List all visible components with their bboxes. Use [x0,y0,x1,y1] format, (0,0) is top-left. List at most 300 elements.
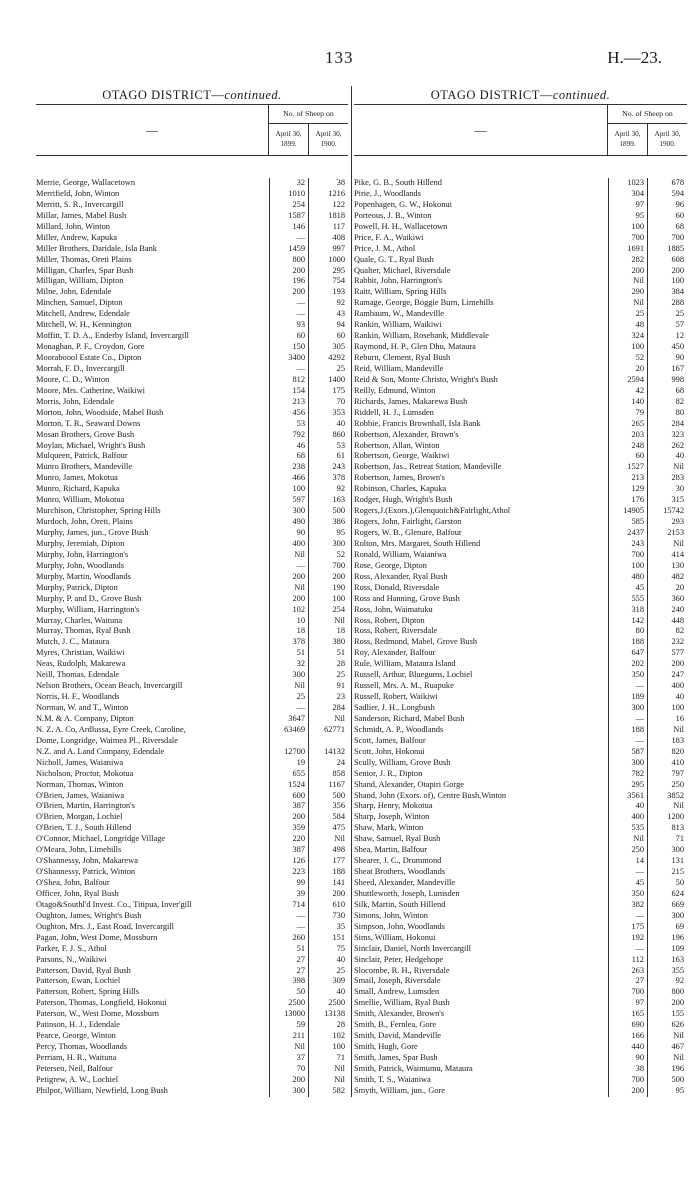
table-row [36,1020,348,1031]
owner-name: Robbie, Francis Brownhall, Isla Bank [354,418,481,428]
sheep-1899: 99 [269,878,308,889]
owner-name: Rabbit, John, Harrington's [354,276,443,286]
sheep-1899: 38 [608,1064,647,1075]
owner-name: Paterson, Thomas, Longfield, Hokonui [36,998,167,1008]
owner-name: Roy, Alexander, Balfour [354,648,436,658]
table-row [36,266,348,277]
sheep-1900: 283 [647,473,687,484]
owner-name: Morton, John, Woodside, Mabel Bush [36,407,164,417]
sheep-1900: 193 [308,287,348,298]
sheep-1899: 102 [269,605,308,616]
owner-name: Scott, James, Balfour [354,735,426,745]
owner-name: Ross, John, Waimatuku [354,604,433,614]
sheep-1899: 714 [269,900,308,911]
sheep-1899: 189 [608,692,647,703]
owner-name: Murray, Thomas, Ryal Bush [36,626,131,636]
sheep-1900: 190 [308,583,348,594]
owner-name: Reilly, Edmund, Winton [354,385,436,395]
table-row [354,758,687,769]
sheep-1900: 3852 [647,791,687,802]
table-row [354,331,687,342]
sheep-1900: 100 [647,703,687,714]
table-row [36,626,348,637]
table-row [354,320,687,331]
sheep-1900: 57 [647,320,687,331]
sheep-1899: 800 [269,255,308,266]
sheep-1899: 440 [608,1042,647,1053]
sheep-1899: 220 [269,834,308,845]
sheep-1900: Nil [647,462,687,473]
sheep-1899: 27 [269,955,308,966]
table-row [36,878,348,889]
table-row [36,561,348,572]
owner-name: Mitchell, W. H., Kennington [36,320,132,330]
sheep-1899: 300 [608,758,647,769]
sheep-1899: 223 [269,867,308,878]
sheep-1900: 151 [308,933,348,944]
sheep-1899: 97 [608,200,647,211]
sheep-1900: 35 [308,922,348,933]
sheep-1900: 295 [308,266,348,277]
table-row [36,670,348,681]
owner-name: Moffitt, T. D. A., Enderby Island, Invercargill [36,331,189,341]
sheep-1900: 1885 [647,244,687,255]
table-row [36,517,348,528]
owner-name: Millard, John, Winton [36,221,110,231]
sheep-1899: 1010 [269,189,308,200]
sheep-1899: 200 [269,266,308,277]
sheep-1899: 188 [608,637,647,648]
table-row [354,594,687,605]
sheep-1900: 608 [647,255,687,266]
sheep-1899: 535 [608,823,647,834]
sheep-1899: 196 [269,276,308,287]
table-row [354,430,687,441]
table-row [36,342,348,353]
table-row [354,692,687,703]
owner-name: Sheat Brothers, Woodlands [354,867,446,877]
table-row [354,1086,687,1097]
sheep-1899: 25 [608,309,647,320]
owner-name: Sharp, Joseph, Winton [354,812,430,822]
table-row [36,900,348,911]
owner-name: Murdoch, John, Oreti, Plains [36,517,133,527]
table-row [36,1053,348,1064]
sheep-1900: 797 [647,769,687,780]
sheep-1900: 175 [308,386,348,397]
sheep-1899: 3400 [269,353,308,364]
table-row [354,419,687,430]
sheep-1900: 60 [308,331,348,342]
sheep-1899: 359 [269,823,308,834]
owner-name: Porteous, J. B., Winton [354,210,432,220]
owner-name: Nicholl, James, Waianiwa [36,757,124,767]
owner-name: Sims, William, Hokonui [354,932,436,942]
sheep-1900: 408 [308,233,348,244]
sheep-1900: 247 [647,670,687,681]
table-row [36,736,348,747]
owner-name: Murphy, James, jun., Grove Bush [36,528,149,537]
table-row [36,222,348,233]
owner-name: Pirie, J., Woodlands [354,188,421,198]
owner-name: Russell, Robert, Waikiwi [354,692,438,702]
sheep-1899: 100 [608,222,647,233]
sheep-1900: 18 [308,626,348,637]
owner-name: Munro, William, Mokotua [36,495,125,505]
sheep-1899: 79 [608,408,647,419]
sheep-1899: 600 [269,791,308,802]
col-1900-header: April 30, 1900. [315,130,342,148]
owner-name: Smith, David, Mandeville [354,1031,441,1041]
sheep-1900: 200 [647,266,687,277]
sheep-1899: 63469 [269,725,308,736]
title-main: OTAGO DISTRICT— [430,88,553,102]
owner-name: Ross, Donald, Riversdale [354,582,440,592]
owner-name: Sadlier, J. H., Longbush [354,703,435,712]
table-row [36,681,348,692]
owner-name: Monaghan, P. F., Croydon, Gore [36,342,145,352]
sheep-1900: 678 [647,178,687,189]
sheep-1899: 100 [269,484,308,495]
sheep-1900: 262 [647,441,687,452]
owner-name: Ross and Hanning, Grove Bush [354,593,460,603]
table-row [354,780,687,791]
owner-name: Smail, Joseph, Riversdale [354,976,441,986]
table-row [354,1042,687,1053]
table-row [36,714,348,725]
owner-name: Mooraboool Estate Co., Dipton [36,353,142,362]
table-row [36,966,348,977]
sheep-1900: Nil [647,539,687,550]
owner-name: O'Brien, T. J., South Hillend [36,823,132,833]
owner-name: Murphy, John, Woodlands [36,560,124,570]
sheep-1899: 304 [608,189,647,200]
owner-name: Ramage, George, Boggie Burn, Limehills [354,298,494,308]
owner-name: O'Brien, Morgan, Lochiel [36,812,123,822]
owner-name: O'Brien, Martin, Harrington's [36,801,135,811]
sheep-1899: 200 [269,594,308,605]
table-row [354,703,687,714]
sheep-1899: 100 [608,561,647,572]
title-continued: continued. [224,88,282,102]
sheep-1900: 380 [308,637,348,648]
owner-name: Smellie, William, Ryal Bush [354,998,450,1008]
sheep-1899: 32 [269,659,308,670]
table-row [354,1031,687,1042]
sheep-1900: 43 [308,309,348,320]
sheep-1900: 800 [647,987,687,998]
sheep-1900: 356 [308,801,348,812]
sheep-1899: 2594 [608,375,647,386]
sheep-1900: 100 [308,1042,348,1053]
column-title [36,86,348,104]
sheep-1899: 20 [608,364,647,375]
sheep-1900: 200 [308,889,348,900]
sheep-1900: 353 [308,408,348,419]
owner-name: Ross, Robert, Riversdale [354,626,438,636]
owner-name: Shand, Alexander, Otapiri Gorge [354,779,464,789]
owner-name: Miller, Andrew, Kapuka [36,232,117,242]
sheep-1900: 51 [308,648,348,659]
sheep-1899: 140 [608,397,647,408]
table-row [36,605,348,616]
sheep-1900: 215 [647,867,687,878]
sheep-1899: 202 [608,659,647,670]
owner-name: Patinson, H. J., Edendale [36,1020,120,1030]
owner-name: Rankin, William, Rosebank, Middlevale [354,331,489,341]
owner-name: Reid, William, Mandeville [354,363,444,373]
table-row [36,725,348,736]
table-row [36,287,348,298]
table-row [354,791,687,802]
table-row [36,375,348,386]
sheep-1899: 14 [608,856,647,867]
sheep-1899: 200 [269,572,308,583]
sheep-1900: Nil [647,725,687,736]
table-row [354,976,687,987]
table-row [354,933,687,944]
table-header [36,104,348,156]
owner-name: Sanderson, Richard, Mabel Bush [354,713,465,723]
sheep-1899: 93 [269,320,308,331]
sheep-1900: 384 [647,287,687,298]
sheep-1899: Nil [269,681,308,692]
sheep-1899: 70 [269,1064,308,1075]
sheep-1900: 4292 [308,353,348,364]
sheep-1899: 300 [269,1086,308,1097]
sheep-1900: 68 [647,222,687,233]
sheep-1899: 400 [608,812,647,823]
sheep-1900: 1818 [308,211,348,222]
table-row [36,244,348,255]
sheep-1899: 587 [608,747,647,758]
table-row [36,386,348,397]
owner-name: Smith, Hugh, Gore [354,1042,418,1052]
sheep-1899: 260 [269,933,308,944]
sheep-1899: 97 [608,998,647,1009]
sheep-1899: — [269,561,308,572]
owner-name: Parker, F. J. S., Athol [36,943,107,953]
owner-name: Philpot, William, Newfield, Long Bush [36,1085,168,1095]
owner-name: Price, J. M., Athol [354,243,416,253]
sheep-1900: 163 [647,955,687,966]
owner-name: Pike, G. B., South Hillend [354,178,442,187]
sheep-1899: 1524 [269,780,308,791]
owner-name: Percy, Thomas, Woodlands [36,1042,128,1052]
sheep-1900: Nil [647,801,687,812]
owner-name: Robertson, James, Brown's [354,473,445,483]
right-rows [354,156,687,1097]
table-row [354,583,687,594]
table-row [36,1009,348,1020]
sheep-1899: 166 [608,1031,647,1042]
table-row [36,364,348,375]
owner-name: Pearce, George, Winton [36,1031,116,1041]
table-row [354,539,687,550]
sheep-1899: — [269,298,308,309]
table-row [36,812,348,823]
table-row [354,309,687,320]
sheep-1900: 96 [647,200,687,211]
table-row [354,298,687,309]
sheep-1899: 53 [269,419,308,430]
sheep-1900: 40 [647,692,687,703]
table-row [36,758,348,769]
owner-name: Merritt, S. R., Invercargill [36,199,124,209]
sheep-1900: 23 [308,692,348,703]
table-row [354,441,687,452]
sheep-1899: 51 [269,944,308,955]
owner-name: Slocombe, R. H., Riversdale [354,965,450,975]
table-row [354,473,687,484]
sheep-1900: 232 [647,637,687,648]
table-row [36,889,348,900]
owner-name: Rambaum, W., Mandeville [354,309,445,319]
sheep-1899: 466 [269,473,308,484]
sheep-1900: 82 [647,626,687,637]
sheep-1899: 350 [608,889,647,900]
sheep-1899: 213 [269,397,308,408]
table-row [36,178,348,189]
sheep-1899: 238 [269,462,308,473]
owner-name: Reid & Son, Monte Christo, Wright's Bush [354,374,498,384]
sheep-1899: 250 [608,845,647,856]
sheep-1899: 1023 [608,178,647,189]
table-row [36,933,348,944]
table-row [354,955,687,966]
sheep-1900: 25 [647,309,687,320]
sheep-1899: — [269,309,308,320]
owner-name: Mosan Brothers, Grove Bush [36,429,135,439]
sheep-1900: 624 [647,889,687,900]
sheep-1900: 813 [647,823,687,834]
sheep-1899: 45 [608,583,647,594]
sheep-1900: 309 [308,976,348,987]
table-row [36,495,348,506]
sheep-1900: 2500 [308,998,348,1009]
sheep-1900: 577 [647,648,687,659]
owner-name: Murphy, P. and D., Grove Bush [36,593,142,603]
table-row [36,451,348,462]
sheep-1899: 350 [608,670,647,681]
sheep-1899: 282 [608,255,647,266]
column-title [354,86,687,104]
table-row [354,998,687,1009]
table-row [36,1042,348,1053]
table-row [36,441,348,452]
sheep-1899: 655 [269,769,308,780]
sheep-1900: 62771 [308,725,348,736]
sheep-1900: 448 [647,616,687,627]
sheep-1899: 50 [269,987,308,998]
table-row [36,528,348,539]
sheep-1900: 92 [308,298,348,309]
owner-name: Mutch, J. C., Mataura [36,637,110,647]
owner-name: Ross, Alexander, Ryal Bush [354,571,448,581]
owner-name: Oughton, James, Wright's Bush [36,910,142,920]
owner-name: Silk, Martin, South Hillend [354,899,446,909]
owner-name: Morton, T. R., Seaward Downs [36,418,141,428]
sheep-1899: 80 [608,626,647,637]
table-row [354,353,687,364]
table-row [354,845,687,856]
sheep-1899: 265 [608,419,647,430]
owner-name: Neill, Thomas, Edendale [36,670,120,680]
owner-name: Smith, B., Fernlea, Gore [354,1020,437,1030]
sheep-1900: Nil [308,1064,348,1075]
sheep-1899: 3561 [608,791,647,802]
sheep-1899: 300 [608,703,647,714]
owner-name: Miller Brothers, Daridale, Isla Bank [36,243,157,253]
owner-name: Smyth, William, jun., Gore [354,1085,445,1095]
table-row [354,801,687,812]
owner-name: O'Shannessy, Patrick, Winton [36,867,136,877]
sheep-1900: Nil [308,834,348,845]
table-row [36,648,348,659]
table-row [354,364,687,375]
table-row [354,572,687,583]
table-row [36,998,348,1009]
table-row [354,375,687,386]
table-row [36,659,348,670]
sheep-1900: 378 [308,473,348,484]
table-row [36,419,348,430]
sheep-1899: 203 [608,430,647,441]
owner-name: Riddell, H. J., Lumsden [354,407,434,417]
sheep-1899: 700 [608,550,647,561]
sheep-1900: 163 [308,495,348,506]
table-row [354,605,687,616]
sheep-1900: 38 [308,178,348,189]
sheep-1900: 82 [647,397,687,408]
table-row [354,812,687,823]
sheep-1900: 15742 [647,506,687,517]
table-row [36,255,348,266]
table-row [354,867,687,878]
title-main: OTAGO DISTRICT— [102,88,225,102]
table-row [354,648,687,659]
owner-name: Munro Brothers, Mandeville [36,462,133,472]
owner-name: Rule, William, Mataura Island [354,659,456,669]
owner-name: Myres, Christian, Waikiwi [36,648,125,658]
table-row [354,255,687,266]
table-row [354,922,687,933]
table-row [36,408,348,419]
owner-name: Milligan, Charles, Spar Bush [36,265,134,275]
sheep-1900: 13138 [308,1009,348,1020]
sheep-1899: Nil [608,834,647,845]
owner-name: Petersen, Neil, Balfour [36,1063,113,1073]
sheep-1899: — [269,364,308,375]
owner-name: O'Shannessy, John, Makarewa [36,856,138,866]
sheep-1900: 100 [308,594,348,605]
owner-name: O'Meara, John, Limehills [36,845,122,855]
owner-name: Price, F. A., Waikiwi [354,232,424,242]
sheep-1900: 75 [308,944,348,955]
sheep-1899: 2437 [608,528,647,539]
sheep-1899: 27 [269,966,308,977]
table-row [354,408,687,419]
table-row [354,1053,687,1064]
table-row [36,637,348,648]
owner-name: Smith, Alexander, Brown's [354,1009,445,1019]
owner-name: Rose, George, Dipton [354,560,427,570]
sheep-1900: 315 [647,495,687,506]
table-row [36,353,348,364]
sheep-1900: 28 [308,1020,348,1031]
sheep-1899: Nil [269,550,308,561]
sheep-1900: 300 [647,845,687,856]
